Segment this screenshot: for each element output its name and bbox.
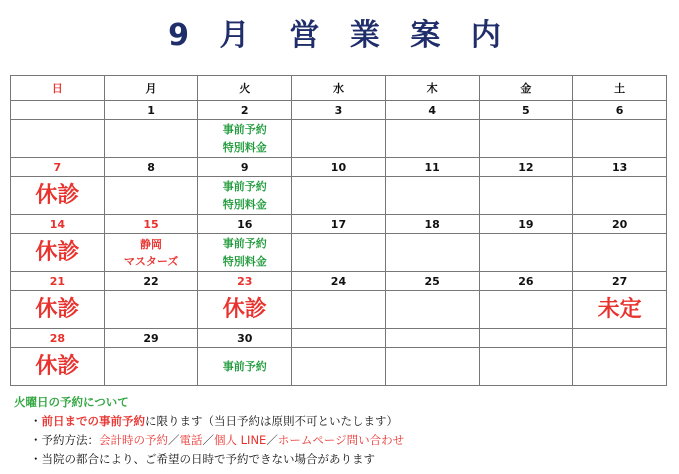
note-cell <box>198 234 292 272</box>
note-cell <box>573 177 667 215</box>
date-row <box>11 215 667 234</box>
date-cell: 10 <box>292 158 386 177</box>
date-cell: 2 <box>198 101 292 120</box>
weekday-sun: 日 <box>11 76 105 101</box>
weekday-sat: 土 <box>573 76 667 101</box>
note-cell <box>104 234 198 272</box>
date-cell: 9 <box>198 158 292 177</box>
date-cell: 14 <box>11 215 105 234</box>
undecided-label: 未定 <box>597 296 642 322</box>
date-cell: 21 <box>11 272 105 291</box>
title-month: 9 月 <box>168 18 260 53</box>
method-checkout: 会計時の予約 <box>99 433 168 447</box>
weekday-fri: 金 <box>479 76 573 101</box>
date-cell: 13 <box>573 158 667 177</box>
weekday-tue: 火 <box>198 76 292 101</box>
note-cell <box>385 234 479 272</box>
closed-label: 休診 <box>35 353 80 379</box>
separator: ／ <box>266 433 278 447</box>
note-cell <box>292 177 386 215</box>
note-cell <box>198 291 292 329</box>
weekday-header-row <box>11 76 667 101</box>
weekday-wed: 水 <box>292 76 386 101</box>
note-cell <box>11 348 105 386</box>
note-cell <box>479 291 573 329</box>
note-row <box>11 177 667 215</box>
note-cell <box>385 120 479 158</box>
date-cell: 12 <box>479 158 573 177</box>
date-cell: 22 <box>104 272 198 291</box>
date-cell: 6 <box>573 101 667 120</box>
method-website: ホームページ問い合わせ <box>277 433 405 447</box>
reservation-note: 事前予約 特別料金 <box>222 179 267 211</box>
bullet: ・ <box>30 414 42 428</box>
date-cell: 29 <box>104 329 198 348</box>
note-row <box>11 234 667 272</box>
date-cell: 18 <box>385 215 479 234</box>
note-cell <box>573 348 667 386</box>
note-cell <box>198 348 292 386</box>
note-cell <box>104 348 198 386</box>
event-note: 静岡 マスターズ <box>123 237 179 268</box>
reservation-note: 事前予約 特別料金 <box>222 236 267 268</box>
note-cell <box>573 291 667 329</box>
date-cell: 7 <box>11 158 105 177</box>
note-cell <box>573 120 667 158</box>
notes-line-2 <box>14 431 674 450</box>
date-cell: 23 <box>198 272 292 291</box>
date-cell <box>479 329 573 348</box>
note-cell <box>198 177 292 215</box>
date-cell: 30 <box>198 329 292 348</box>
date-cell: 28 <box>11 329 105 348</box>
date-row <box>11 329 667 348</box>
note-cell <box>104 177 198 215</box>
date-row <box>11 101 667 120</box>
note-cell <box>385 177 479 215</box>
note-row <box>11 120 667 158</box>
note-cell <box>11 177 105 215</box>
note-cell <box>479 177 573 215</box>
date-cell: 17 <box>292 215 386 234</box>
date-cell: 11 <box>385 158 479 177</box>
date-cell <box>292 329 386 348</box>
title-rest: 営 業 案 内 <box>289 18 511 53</box>
note-cell <box>292 291 386 329</box>
date-cell: 19 <box>479 215 573 234</box>
note-cell <box>198 120 292 158</box>
date-cell: 25 <box>385 272 479 291</box>
page-title <box>0 10 679 54</box>
note-cell <box>11 234 105 272</box>
date-cell <box>385 329 479 348</box>
separator: ／ <box>202 433 214 447</box>
note-cell <box>104 120 198 158</box>
reservation-notes <box>14 393 674 469</box>
note-cell <box>385 348 479 386</box>
method-line: 個人 LINE <box>214 433 267 447</box>
date-cell: 15 <box>104 215 198 234</box>
note-row <box>11 348 667 386</box>
note-row <box>11 291 667 329</box>
notes-line-3: ・当院の都合により、ご希望の日時で予約できない場合があります <box>30 452 375 466</box>
date-row <box>11 158 667 177</box>
note-cell <box>11 120 105 158</box>
note-cell <box>292 234 386 272</box>
separator: ／ <box>168 433 180 447</box>
closed-label: 休診 <box>35 296 80 322</box>
closed-label: 休診 <box>35 182 80 208</box>
date-cell: 24 <box>292 272 386 291</box>
date-cell: 1 <box>104 101 198 120</box>
date-cell: 3 <box>292 101 386 120</box>
closed-label: 休診 <box>222 296 267 322</box>
notes-line-1 <box>14 412 674 431</box>
date-cell: 20 <box>573 215 667 234</box>
note-cell <box>104 291 198 329</box>
note-cell <box>573 234 667 272</box>
date-cell: 26 <box>479 272 573 291</box>
date-cell: 8 <box>104 158 198 177</box>
date-cell: 5 <box>479 101 573 120</box>
date-row <box>11 272 667 291</box>
booking-methods-label: ・予約方法： <box>30 433 99 447</box>
reservation-note: 事前予約 特別料金 <box>222 122 267 154</box>
date-cell <box>573 329 667 348</box>
weekday-mon: 月 <box>104 76 198 101</box>
advance-booking-text: 前日までの事前予約 <box>41 414 145 428</box>
calendar-table <box>10 75 667 386</box>
note-cell <box>292 348 386 386</box>
notes-line-1-rest: に限ります（当日予約は原則不可といたします） <box>145 414 398 428</box>
note-cell <box>11 291 105 329</box>
note-cell <box>479 234 573 272</box>
date-cell: 27 <box>573 272 667 291</box>
note-cell <box>292 120 386 158</box>
weekday-thu: 木 <box>385 76 479 101</box>
note-cell <box>479 120 573 158</box>
note-cell <box>479 348 573 386</box>
date-cell <box>11 101 105 120</box>
closed-label: 休診 <box>35 239 80 265</box>
date-cell: 4 <box>385 101 479 120</box>
method-phone: 電話 <box>179 433 203 447</box>
notes-heading: 火曜日の予約について <box>14 395 129 409</box>
date-cell: 16 <box>198 215 292 234</box>
reservation-note: 事前予約 <box>222 359 267 373</box>
note-cell <box>385 291 479 329</box>
